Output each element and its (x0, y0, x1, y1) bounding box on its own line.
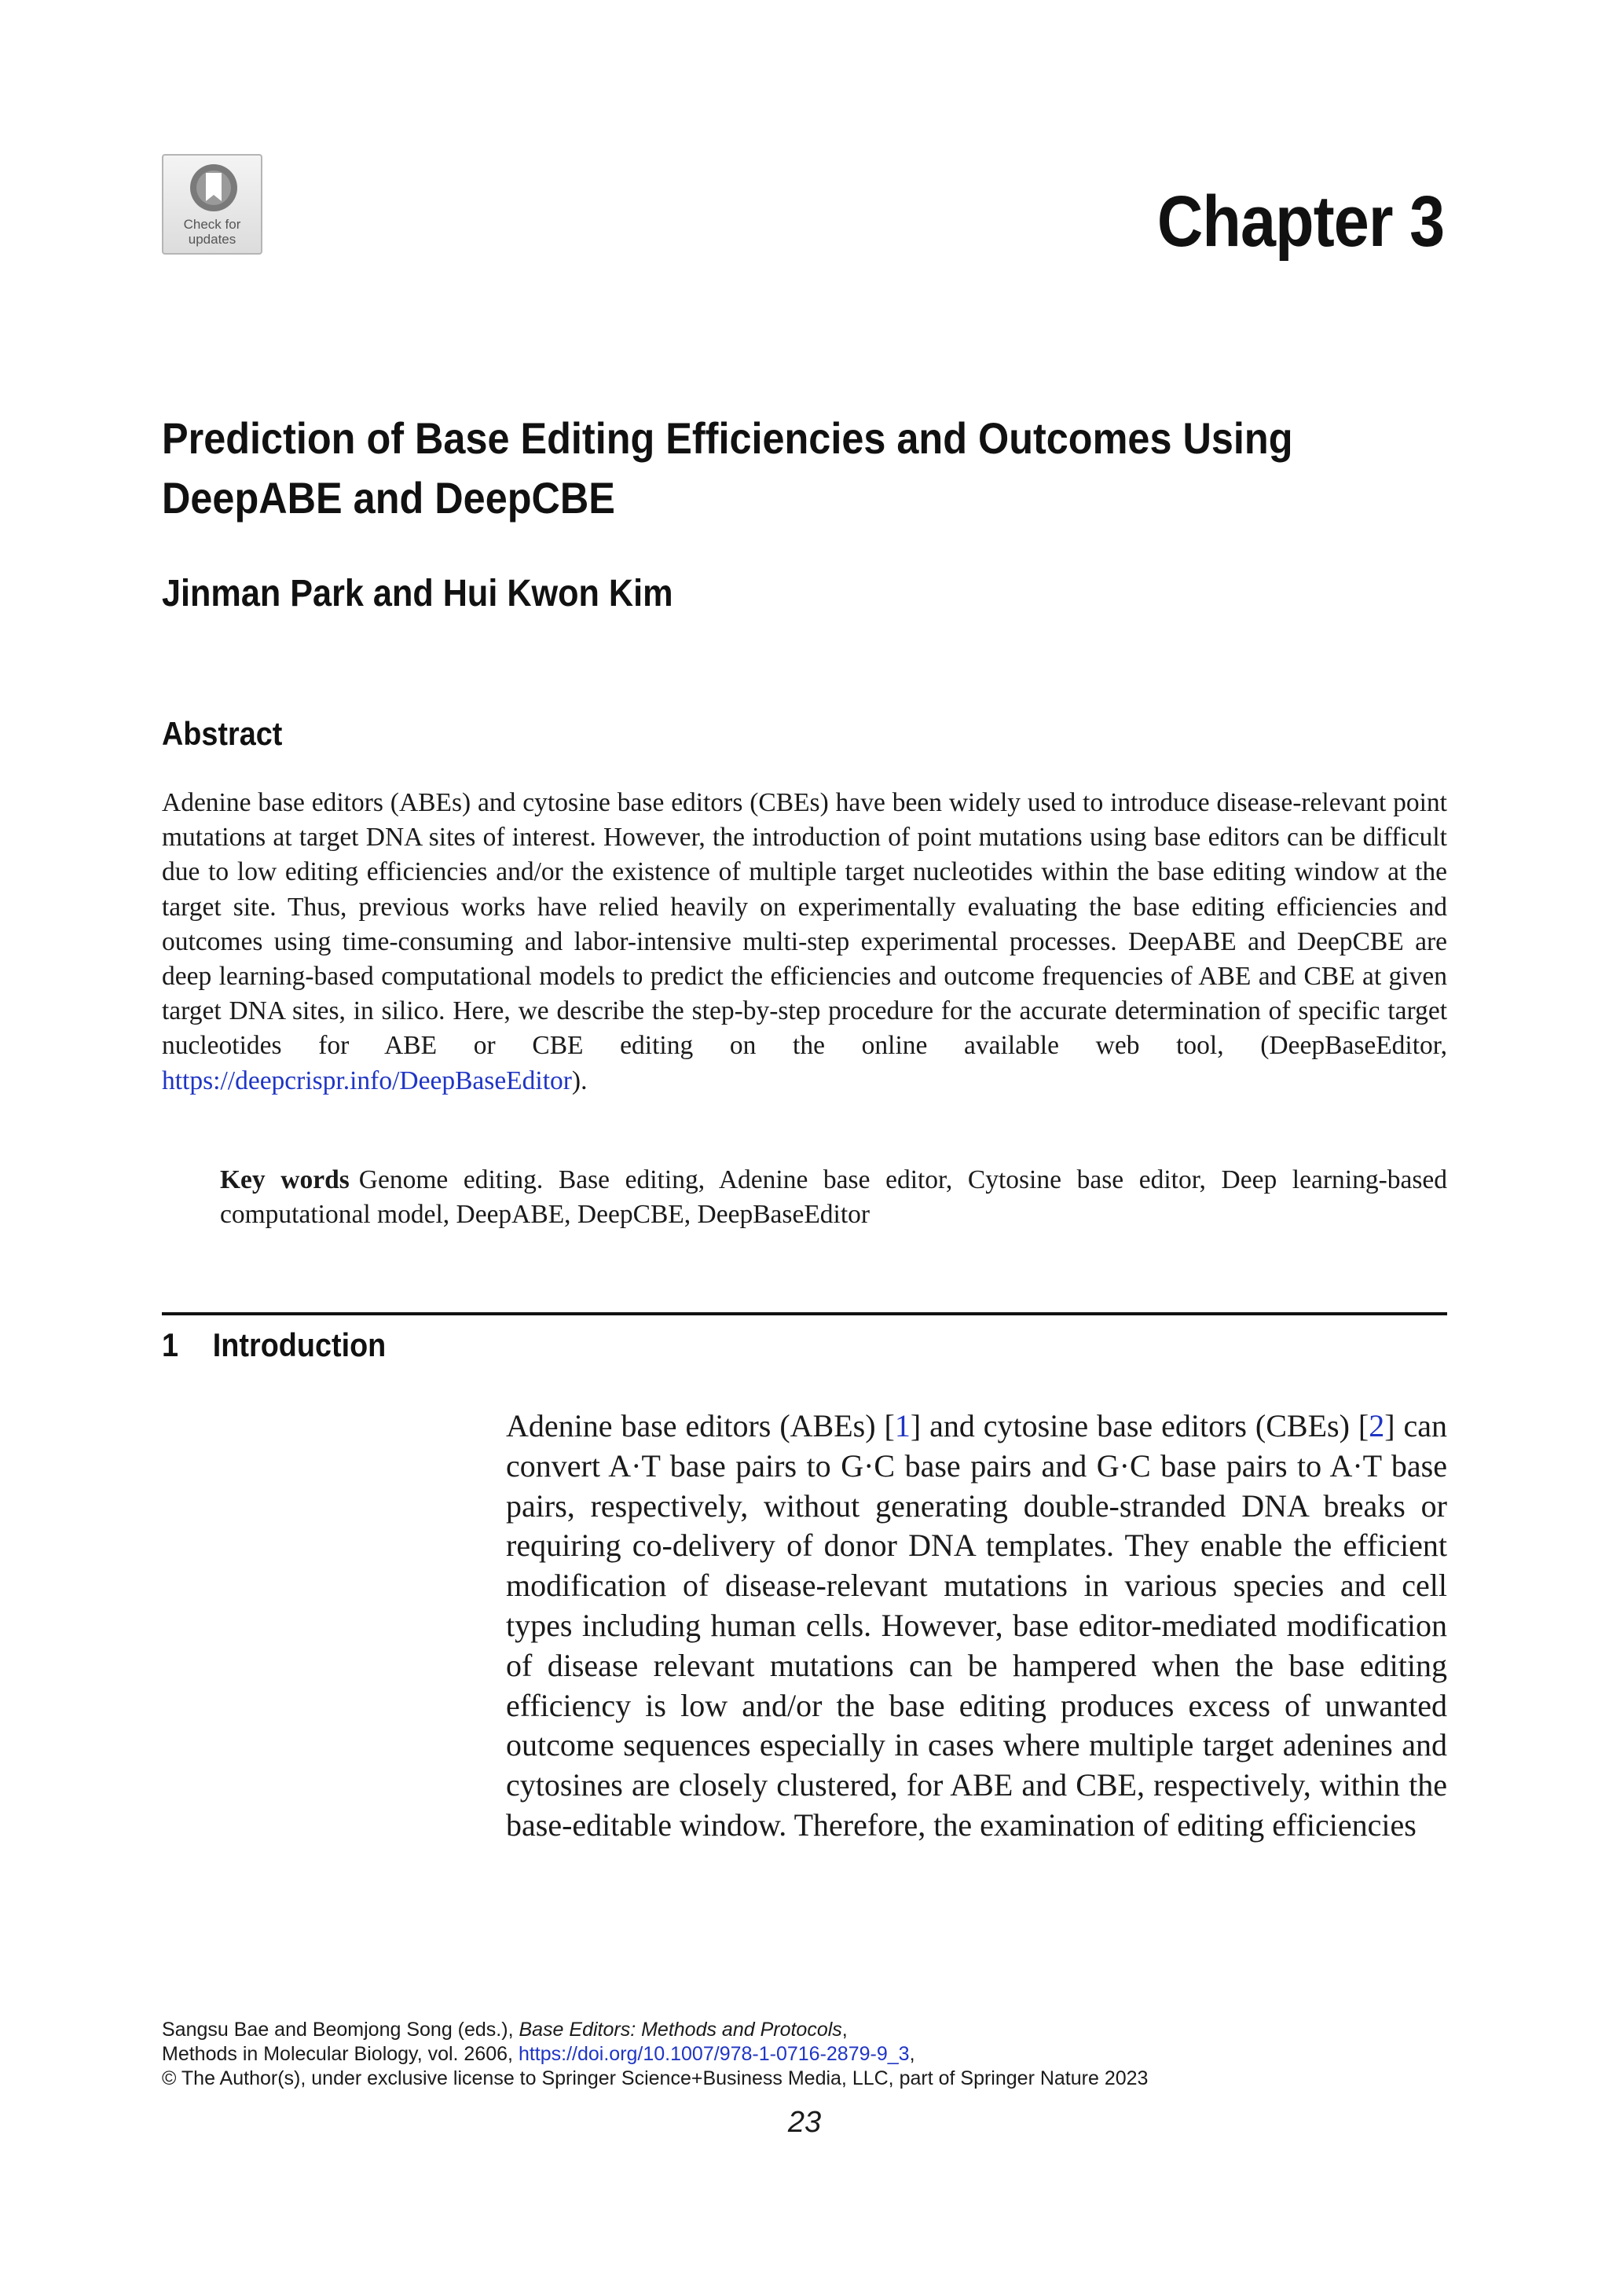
authors: Jinman Park and Hui Kwon Kim (162, 573, 673, 614)
reference-link-2[interactable]: 2 (1369, 1408, 1385, 1443)
footer-line-1 (162, 2018, 1148, 2042)
reference-link-1[interactable]: 1 (894, 1408, 911, 1443)
chapter-title-line-2: DeepABE and DeepCBE (162, 473, 615, 523)
footer-line-1-end: , (841, 2019, 848, 2041)
citation-footer (162, 2018, 1148, 2091)
abstract-text-end: ). (571, 1065, 588, 1095)
bookmark-icon (185, 162, 242, 217)
intro-text-1: Adenine base editors (ABEs) [ (506, 1408, 895, 1443)
introduction-body (506, 1407, 1447, 1846)
chapter-title (162, 409, 1364, 528)
chapter-label: Chapter 3 (1156, 182, 1444, 262)
chapter-title-line-1: Prediction of Base Editing Efficiencies and Outcomes Using (162, 413, 1293, 463)
keywords (220, 1163, 1447, 1232)
section-number: 1 (162, 1326, 179, 1363)
footer-series: Methods in Molecular Biology, vol. 2606, (162, 2043, 519, 2065)
footer-line-2 (162, 2042, 1148, 2067)
abstract-heading: Abstract (162, 715, 283, 752)
abstract-body (162, 786, 1447, 1098)
badge-line-1: Check for (183, 217, 241, 232)
deepbaseeditor-link[interactable]: https://deepcrispr.info/DeepBaseEditor (162, 1065, 572, 1095)
intro-text-3: ] can convert A·T base pairs to G·C base pairs and G·C base pairs to A·T base pairs, respectively, without generating double-stranded DNA breaks or requiring co-delivery of donor DNA templates. They enable the efficient modification of disease-relevant mutations in various species and cell types including human cells. However, base editor-mediated modification of disease relevant mutations can be hampered when the base editing efficiency is low and/or the base editing produces excess of unwanted outcome sequences especially in cases where multiple target adenines and cytosines are closely clustered, for ABE and CBE, respectively, within the base-editable window. Therefore, the examination of editing efficiencies (506, 1408, 1447, 1843)
footer-editors: Sangsu Bae and Beomjong Song (eds.), (162, 2019, 519, 2041)
keywords-label: Key words (220, 1165, 350, 1194)
check-for-updates-badge[interactable] (162, 154, 262, 255)
check-for-updates-label (163, 217, 261, 247)
page-number: 23 (787, 2106, 822, 2139)
badge-line-2: updates (188, 232, 236, 247)
section-title: Introduction (212, 1326, 387, 1363)
doi-link[interactable]: https://doi.org/10.1007/978-1-0716-2879-9_3 (518, 2043, 910, 2065)
footer-line-2-end: , (909, 2043, 915, 2065)
keywords-text: Genome editing. Base editing, Adenine base editor, Cytosine base editor, Deep learning-based computational model, DeepABE, DeepCBE, DeepBaseEditor (220, 1165, 1447, 1230)
section-heading (162, 1326, 386, 1364)
footer-copyright: © The Author(s), under exclusive license to Springer Science+Business Media, LLC, part of Springer Nature 2023 (162, 2067, 1149, 2089)
intro-text-2: ] and cytosine base editors (CBEs) [ (910, 1408, 1369, 1443)
abstract-text: Adenine base editors (ABEs) and cytosine base editors (CBEs) have been widely used to introduce disease-relevant point mutations at target DNA sites of interest. However, the introduction of point mutations using base editors can be difficult due to low editing efficiencies and/or the existence of multiple target nucleotides within the base editing window at the target site. Thus, previous works have relied heavily on experimentally evaluating the base editing efficiencies and outcomes using time-consuming and labor-intensive multi-step experimental processes. DeepABE and DeepCBE are deep learning-based computational models to predict the efficiencies and outcome frequencies of ABE and CBE at given target DNA sites, in silico. Here, we describe the step-by-step procedure for the accurate determination of specific target nucleotides for ABE or CBE editing on the online available web tool, (DeepBaseEditor, (162, 788, 1447, 1061)
footer-book-title: Base Editors: Methods and Protocols (519, 2019, 842, 2041)
section-divider (162, 1312, 1447, 1315)
